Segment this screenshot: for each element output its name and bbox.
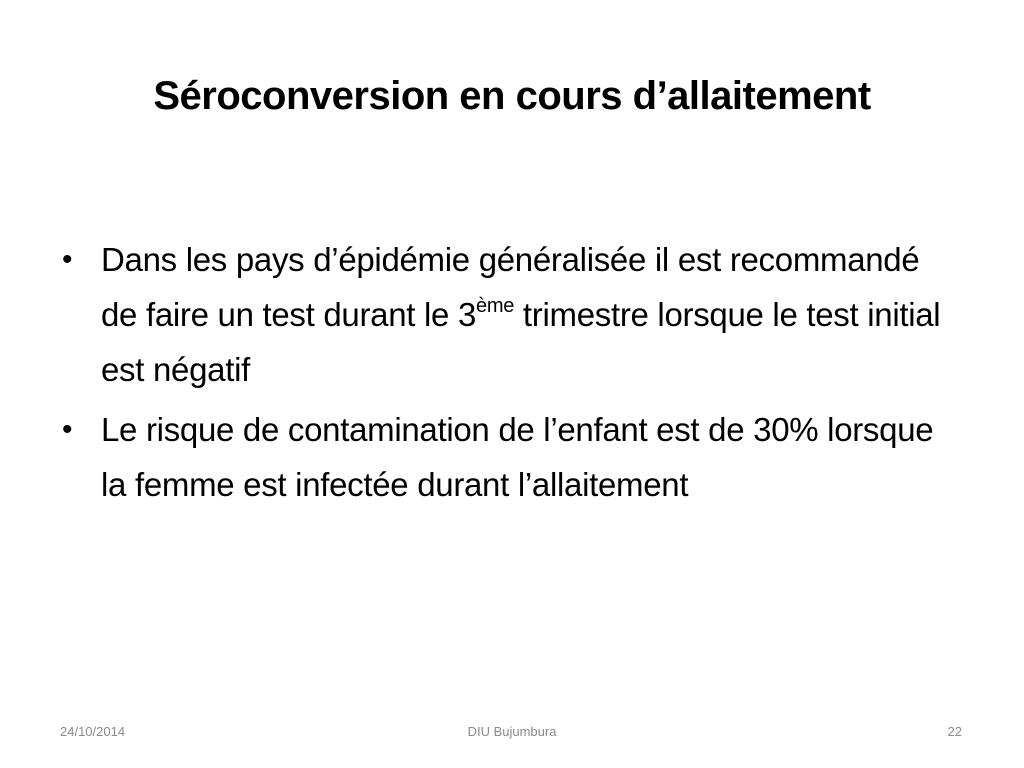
footer-page-number: 22: [947, 724, 962, 739]
bullet-item: [58, 402, 958, 512]
bullet-text-part: trimestre lorsque le test initial est négatif: [101, 296, 941, 388]
bullet-item: [58, 232, 958, 397]
bullet-icon: •: [62, 413, 73, 446]
bullet-text: Le risque de contamination de l’enfant est de 30% lorsque la femme est infectée durant l’allaitement: [101, 411, 934, 503]
bullet-icon: •: [62, 243, 73, 276]
footer-date: 24/10/2014: [60, 724, 126, 739]
superscript: ème: [476, 295, 515, 317]
bullet-list: [58, 232, 958, 517]
footer-center-text: DIU Bujumbura: [467, 724, 557, 739]
bullet-text-part: Dans les pays d’épidémie généralisée il est recommandé de faire un test durant le 3: [101, 241, 920, 333]
slide-title: Séroconversion en cours d’allaitement: [153, 74, 871, 118]
